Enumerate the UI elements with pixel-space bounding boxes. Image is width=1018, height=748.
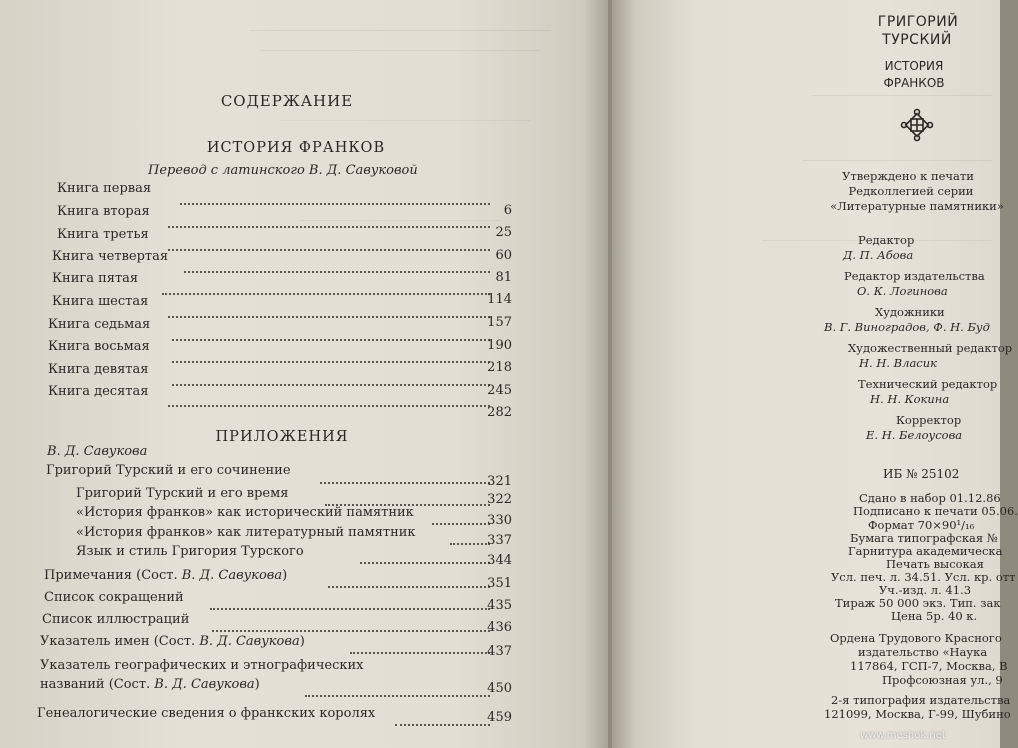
abbreviations-page: 435 — [487, 598, 512, 613]
title-line1: ИСТОРИЯ — [884, 59, 944, 73]
appendix-main-label: Григорий Турский и его сочинение — [46, 463, 291, 478]
leader-dots — [184, 271, 490, 273]
book-label: Книга девятая — [48, 362, 149, 377]
print-line: Сдано в набор 01.12.86 — [859, 491, 1001, 505]
approved-line2: Редколлегией серии — [848, 184, 974, 198]
leader-dots — [350, 652, 490, 654]
appendix-main-page: 321 — [487, 474, 512, 489]
appendix-sub-label: Григорий Турский и его время — [76, 486, 289, 501]
publisher-line: 117864, ГСП-7, Москва, В — [850, 659, 1008, 673]
illustrations-page: 436 — [487, 620, 512, 635]
book-page: 6 — [503, 203, 512, 218]
book-label: Книга седьмая — [48, 317, 151, 332]
leader-dots — [172, 361, 490, 363]
tech-editor-role: Технический редактор — [858, 377, 998, 391]
leader-dots — [172, 339, 490, 341]
right-page — [612, 0, 1018, 748]
leader-dots — [210, 608, 490, 610]
book-page: 25 — [495, 225, 512, 240]
leader-dots — [212, 630, 490, 632]
book-page: 60 — [495, 248, 512, 263]
book-page: 282 — [487, 405, 512, 420]
notes-page: 351 — [487, 576, 512, 591]
typo-line: 2-я типография издательства — [831, 693, 1011, 707]
appendix-sub-page: 322 — [487, 492, 512, 507]
book-label: Книга третья — [57, 227, 149, 242]
leader-dots — [168, 405, 490, 407]
leader-dots — [360, 562, 490, 564]
pub-editor-role: Редактор издательства — [844, 269, 985, 283]
artists-role: Художники — [875, 305, 945, 319]
leader-dots — [305, 695, 490, 697]
ib-number: ИБ № 25102 — [883, 467, 960, 481]
section-title-appendix: ПРИЛОЖЕНИЯ — [215, 429, 349, 445]
appendix-sub-label: «История франков» как исторический памятник — [76, 505, 414, 520]
art-editor-role: Художественный редактор — [848, 341, 1013, 355]
leader-dots — [180, 203, 490, 205]
appendix-sub-page: 330 — [487, 513, 512, 528]
book-page: 218 — [487, 360, 512, 375]
appendix-sub-label: «История франков» как литературный памятник — [76, 525, 416, 540]
appendix-sub-page: 337 — [487, 533, 512, 548]
appendix-author: В. Д. Савукова — [47, 444, 148, 459]
leader-dots — [162, 293, 490, 295]
typo-line: 121099, Москва, Г-99, Шубино — [824, 707, 1011, 721]
book-page: 245 — [487, 383, 512, 398]
art-editor-name: Н. Н. Власик — [859, 356, 938, 370]
book-label: Книга шестая — [52, 294, 149, 309]
book-label: Книга восьмая — [48, 339, 150, 354]
geo-index-line1: Указатель географических и этнографических — [40, 658, 364, 673]
publisher-line: издательство «Наука — [858, 645, 988, 659]
book-label: Книга четвертая — [52, 249, 169, 264]
print-line: Уч.-изд. л. 41.3 — [879, 583, 972, 597]
geo-index-line2: названий (Сост. В. Д. Савукова) — [40, 677, 260, 692]
print-line: Гарнитура академическа — [848, 544, 1003, 558]
corrector-name: Е. Н. Белоусова — [866, 428, 963, 442]
book-page: 81 — [495, 270, 512, 285]
translation-credit: Перевод с латинского В. Д. Савуковой — [148, 163, 418, 178]
book-page: 157 — [487, 315, 512, 330]
leader-dots — [168, 249, 490, 251]
contents-heading: СОДЕРЖАНИЕ — [220, 92, 354, 110]
print-line: Усл. печ. л. 34.51. Усл. кр. отт — [831, 570, 1016, 584]
author-line2: ТУРСКИЙ — [882, 32, 952, 48]
editor-role: Редактор — [858, 233, 915, 247]
book-label: Книга десятая — [48, 384, 149, 399]
tech-editor-name: Н. Н. Кокина — [870, 392, 950, 406]
appendix-sub-label: Язык и стиль Григория Турского — [76, 544, 304, 559]
geo-index-page: 450 — [487, 681, 512, 696]
section-title-history: ИСТОРИЯ ФРАНКОВ — [206, 140, 386, 156]
appendix-sub-page: 344 — [487, 553, 512, 568]
notes-entry: Примечания (Сост. В. Д. Савукова) — [44, 568, 288, 583]
author-line1: ГРИГОРИЙ — [877, 14, 959, 30]
approved-line1: Утверждено к печати — [842, 169, 974, 183]
leader-dots — [328, 586, 490, 588]
approved-line3: «Литературные памятники» — [830, 199, 1004, 213]
print-line: Бумага типографская № — [850, 531, 998, 545]
pub-editor-name: О. К. Логинова — [857, 284, 948, 298]
leader-dots — [320, 482, 490, 484]
illustrations-label: Список иллюстраций — [42, 612, 190, 627]
names-index-page: 437 — [487, 644, 512, 659]
artists-name: В. Г. Виноградов, Ф. Н. Буд — [824, 320, 990, 334]
genealogy-label: Генеалогические сведения о франкских королях — [37, 706, 376, 721]
book-label: Книга вторая — [57, 204, 150, 219]
watermark-text: www.meshok.net — [860, 730, 946, 741]
ornament-icon — [900, 108, 934, 142]
print-line: Формат 70×90¹/₁₆ — [868, 518, 975, 532]
editor-name: Д. П. Абова — [843, 248, 914, 262]
genealogy-page: 459 — [487, 710, 512, 725]
book-page: 190 — [487, 338, 512, 353]
book-label: Книга первая — [57, 181, 152, 196]
publisher-line: Профсоюзная ул., 9 — [882, 673, 1003, 687]
title-line2: ФРАНКОВ — [883, 76, 945, 90]
corrector-role: Корректор — [896, 413, 962, 427]
print-line: Подписано к печати 05.06. — [853, 504, 1018, 518]
leader-dots — [168, 226, 490, 228]
leader-dots — [172, 384, 490, 386]
publisher-line: Ордена Трудового Красного — [830, 631, 1002, 645]
book-label: Книга пятая — [52, 271, 139, 286]
abbreviations-label: Список сокращений — [44, 590, 184, 605]
print-line: Печать высокая — [886, 557, 984, 571]
book-page: 114 — [487, 292, 512, 307]
print-line: Тираж 50 000 экз. Тип. зак — [835, 596, 1001, 610]
names-index-entry: Указатель имен (Сост. В. Д. Савукова) — [40, 634, 305, 649]
leader-dots — [168, 316, 490, 318]
print-line: Цена 5р. 40 к. — [891, 609, 978, 623]
